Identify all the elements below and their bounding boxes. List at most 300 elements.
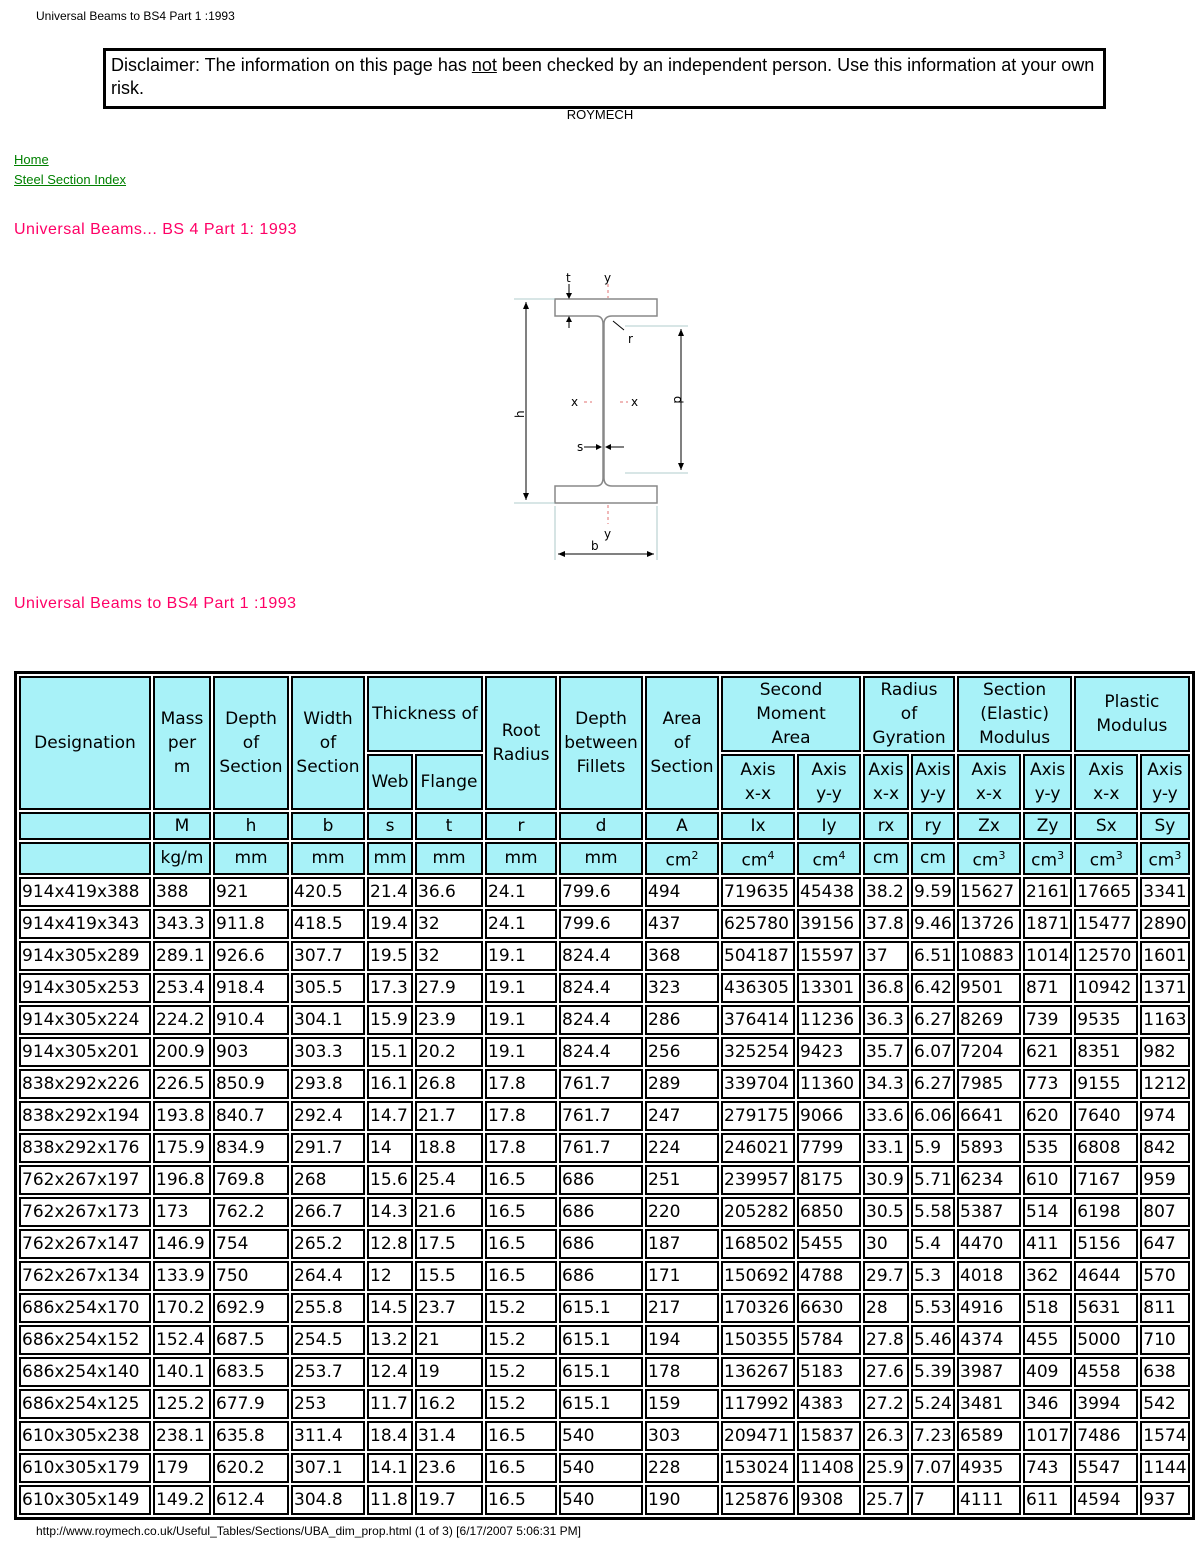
value-cell: 15597 bbox=[797, 941, 861, 971]
symbol-cell: ry bbox=[911, 812, 955, 840]
value-cell: 761.7 bbox=[559, 1133, 643, 1163]
designation-cell: 610x305x149 bbox=[19, 1485, 151, 1515]
value-cell: 3994 bbox=[1074, 1389, 1138, 1419]
value-cell: 303 bbox=[645, 1421, 719, 1451]
value-cell: 209471 bbox=[721, 1421, 795, 1451]
value-cell: 6.27 bbox=[911, 1005, 955, 1035]
symbol-cell: A bbox=[645, 812, 719, 840]
value-cell: 21.7 bbox=[415, 1101, 483, 1131]
symbol-cell: t bbox=[415, 812, 483, 840]
value-cell: 3481 bbox=[957, 1389, 1021, 1419]
header-sy-axis: Axis y-y bbox=[1140, 754, 1189, 810]
value-cell: 305.5 bbox=[291, 973, 365, 1003]
value-cell: 5.71 bbox=[911, 1165, 955, 1195]
value-cell: 9066 bbox=[797, 1101, 861, 1131]
designation-cell: 914x419x343 bbox=[19, 909, 151, 939]
designation-cell: 686x254x152 bbox=[19, 1325, 151, 1355]
designation-cell: 610x305x238 bbox=[19, 1421, 151, 1451]
value-cell: 15.2 bbox=[485, 1293, 557, 1323]
value-cell: 411 bbox=[1023, 1229, 1072, 1259]
value-cell: 910.4 bbox=[213, 1005, 289, 1035]
value-cell: 750 bbox=[213, 1261, 289, 1291]
value-cell: 15.2 bbox=[485, 1389, 557, 1419]
value-cell: 3987 bbox=[957, 1357, 1021, 1387]
value-cell: 850.9 bbox=[213, 1069, 289, 1099]
value-cell: 16.5 bbox=[485, 1261, 557, 1291]
value-cell: 307.7 bbox=[291, 941, 365, 971]
value-cell: 1212 bbox=[1140, 1069, 1189, 1099]
value-cell: 811 bbox=[1140, 1293, 1189, 1323]
designation-cell: 914x419x388 bbox=[19, 877, 151, 907]
value-cell: 125.2 bbox=[153, 1389, 211, 1419]
value-cell: 683.5 bbox=[213, 1357, 289, 1387]
value-cell: 9501 bbox=[957, 973, 1021, 1003]
value-cell: 27.8 bbox=[863, 1325, 909, 1355]
value-cell: 7.23 bbox=[911, 1421, 955, 1451]
value-cell: 799.6 bbox=[559, 909, 643, 939]
value-cell: 11.8 bbox=[367, 1485, 413, 1515]
value-cell: 974 bbox=[1140, 1101, 1189, 1131]
value-cell: 937 bbox=[1140, 1485, 1189, 1515]
table-row bbox=[19, 1261, 1190, 1291]
value-cell: 647 bbox=[1140, 1229, 1189, 1259]
symbol-cell: Zx bbox=[957, 812, 1021, 840]
value-cell: 36.3 bbox=[863, 1005, 909, 1035]
value-cell: 635.8 bbox=[213, 1421, 289, 1451]
value-cell: 253.7 bbox=[291, 1357, 365, 1387]
value-cell: 35.7 bbox=[863, 1037, 909, 1067]
value-cell: 6.27 bbox=[911, 1069, 955, 1099]
value-cell: 247 bbox=[645, 1101, 719, 1131]
value-cell: 7799 bbox=[797, 1133, 861, 1163]
value-cell: 612.4 bbox=[213, 1485, 289, 1515]
header-zx-axis: Axis x-x bbox=[957, 754, 1021, 810]
value-cell: 921 bbox=[213, 877, 289, 907]
value-cell: 926.6 bbox=[213, 941, 289, 971]
value-cell: 304.1 bbox=[291, 1005, 365, 1035]
value-cell: 23.9 bbox=[415, 1005, 483, 1035]
value-cell: 17.8 bbox=[485, 1101, 557, 1131]
value-cell: 323 bbox=[645, 973, 719, 1003]
value-cell: 5.53 bbox=[911, 1293, 955, 1323]
value-cell: 16.5 bbox=[485, 1485, 557, 1515]
steel-section-index-link[interactable]: Steel Section Index bbox=[14, 172, 127, 187]
value-cell: 293.8 bbox=[291, 1069, 365, 1099]
value-cell: 304.8 bbox=[291, 1485, 365, 1515]
value-cell: 840.7 bbox=[213, 1101, 289, 1131]
value-cell: 455 bbox=[1023, 1325, 1072, 1355]
value-cell: 140.1 bbox=[153, 1357, 211, 1387]
table-row bbox=[19, 1037, 1190, 1067]
value-cell: 514 bbox=[1023, 1197, 1072, 1227]
value-cell: 159 bbox=[645, 1389, 719, 1419]
value-cell: 16.5 bbox=[485, 1165, 557, 1195]
value-cell: 437 bbox=[645, 909, 719, 939]
header-sx-axis: Axis x-x bbox=[1074, 754, 1138, 810]
value-cell: 7204 bbox=[957, 1037, 1021, 1067]
value-cell: 268 bbox=[291, 1165, 365, 1195]
value-cell: 289 bbox=[645, 1069, 719, 1099]
value-cell: 16.5 bbox=[485, 1453, 557, 1483]
value-cell: 266.7 bbox=[291, 1197, 365, 1227]
value-cell: 15837 bbox=[797, 1421, 861, 1451]
value-cell: 5893 bbox=[957, 1133, 1021, 1163]
home-link[interactable]: Home bbox=[14, 152, 49, 167]
value-cell: 15.5 bbox=[415, 1261, 483, 1291]
value-cell: 146.9 bbox=[153, 1229, 211, 1259]
i-beam-diagram bbox=[500, 262, 700, 562]
value-cell: 807 bbox=[1140, 1197, 1189, 1227]
header-zy-axis: Axis y-y bbox=[1023, 754, 1072, 810]
value-cell: 14.1 bbox=[367, 1453, 413, 1483]
value-cell: 31.4 bbox=[415, 1421, 483, 1451]
table-row bbox=[19, 1133, 1190, 1163]
value-cell: 4111 bbox=[957, 1485, 1021, 1515]
value-cell: 25.4 bbox=[415, 1165, 483, 1195]
value-cell: 125876 bbox=[721, 1485, 795, 1515]
value-cell: 1144 bbox=[1140, 1453, 1189, 1483]
symbol-cell: Ix bbox=[721, 812, 795, 840]
header-width: Width of Section bbox=[291, 676, 365, 810]
value-cell: 5.9 bbox=[911, 1133, 955, 1163]
header-root-radius: Root Radius bbox=[485, 676, 557, 810]
unit-cell: $cm^4$ bbox=[721, 842, 795, 875]
value-cell: 6850 bbox=[797, 1197, 861, 1227]
value-cell: 1601 bbox=[1140, 941, 1189, 971]
value-cell: 409 bbox=[1023, 1357, 1072, 1387]
value-cell: 2161 bbox=[1023, 877, 1072, 907]
beam-rows bbox=[19, 877, 1190, 1515]
value-cell: 842 bbox=[1140, 1133, 1189, 1163]
value-cell: 686 bbox=[559, 1229, 643, 1259]
value-cell: 687.5 bbox=[213, 1325, 289, 1355]
value-cell: 12570 bbox=[1074, 941, 1138, 971]
designation-cell: 686x254x170 bbox=[19, 1293, 151, 1323]
value-cell: 761.7 bbox=[559, 1101, 643, 1131]
value-cell: 10883 bbox=[957, 941, 1021, 971]
value-cell: 11236 bbox=[797, 1005, 861, 1035]
value-cell: 339704 bbox=[721, 1069, 795, 1099]
symbol-cell: Zy bbox=[1023, 812, 1072, 840]
value-cell: 982 bbox=[1140, 1037, 1189, 1067]
value-cell: 686 bbox=[559, 1261, 643, 1291]
value-cell: 9155 bbox=[1074, 1069, 1138, 1099]
value-cell: 436305 bbox=[721, 973, 795, 1003]
value-cell: 10942 bbox=[1074, 973, 1138, 1003]
value-cell: 153024 bbox=[721, 1453, 795, 1483]
value-cell: 14.3 bbox=[367, 1197, 413, 1227]
value-cell: 9308 bbox=[797, 1485, 861, 1515]
table-row bbox=[19, 1005, 1190, 1035]
value-cell: 171 bbox=[645, 1261, 719, 1291]
value-cell: 368 bbox=[645, 941, 719, 971]
value-cell: 178 bbox=[645, 1357, 719, 1387]
value-cell: 265.2 bbox=[291, 1229, 365, 1259]
value-cell: 15.6 bbox=[367, 1165, 413, 1195]
value-cell: 1014 bbox=[1023, 941, 1072, 971]
value-cell: 1574 bbox=[1140, 1421, 1189, 1451]
value-cell: 21 bbox=[415, 1325, 483, 1355]
value-cell: 27.6 bbox=[863, 1357, 909, 1387]
value-cell: 719635 bbox=[721, 877, 795, 907]
value-cell: 38.2 bbox=[863, 877, 909, 907]
disclaimer-text-1: Disclaimer: The information on this page has bbox=[111, 55, 472, 75]
value-cell: 692.9 bbox=[213, 1293, 289, 1323]
table-row bbox=[19, 1421, 1190, 1451]
value-cell: 6.42 bbox=[911, 973, 955, 1003]
value-cell: 34.3 bbox=[863, 1069, 909, 1099]
value-cell: 173 bbox=[153, 1197, 211, 1227]
symbol-cell: b bbox=[291, 812, 365, 840]
value-cell: 200.9 bbox=[153, 1037, 211, 1067]
value-cell: 5156 bbox=[1074, 1229, 1138, 1259]
value-cell: 6.51 bbox=[911, 941, 955, 971]
value-cell: 15.9 bbox=[367, 1005, 413, 1035]
label-r: r bbox=[628, 332, 633, 346]
value-cell: 824.4 bbox=[559, 1005, 643, 1035]
value-cell: 264.4 bbox=[291, 1261, 365, 1291]
designation-cell: 838x292x194 bbox=[19, 1101, 151, 1131]
value-cell: 615.1 bbox=[559, 1389, 643, 1419]
value-cell: 19.1 bbox=[485, 1005, 557, 1035]
value-cell: 420.5 bbox=[291, 877, 365, 907]
value-cell: 540 bbox=[559, 1453, 643, 1483]
value-cell: 8175 bbox=[797, 1165, 861, 1195]
value-cell: 7985 bbox=[957, 1069, 1021, 1099]
designation-cell: 838x292x226 bbox=[19, 1069, 151, 1099]
table-continuation-edge bbox=[14, 1466, 17, 1492]
value-cell: 239957 bbox=[721, 1165, 795, 1195]
value-cell: 21.4 bbox=[367, 877, 413, 907]
symbol-cell: Sy bbox=[1140, 812, 1189, 840]
designation-cell: 686x254x140 bbox=[19, 1357, 151, 1387]
value-cell: 311.4 bbox=[291, 1421, 365, 1451]
value-cell: 14 bbox=[367, 1133, 413, 1163]
unit-cell: $cm^2$ bbox=[645, 842, 719, 875]
unit-cell: $cm^4$ bbox=[797, 842, 861, 875]
unit-cell-blank bbox=[19, 842, 151, 875]
value-cell: 620 bbox=[1023, 1101, 1072, 1131]
value-cell: 133.9 bbox=[153, 1261, 211, 1291]
symbol-cell-blank bbox=[19, 812, 151, 840]
value-cell: 18.8 bbox=[415, 1133, 483, 1163]
value-cell: 9535 bbox=[1074, 1005, 1138, 1035]
table-row bbox=[19, 1453, 1190, 1483]
value-cell: 11360 bbox=[797, 1069, 861, 1099]
value-cell: 799.6 bbox=[559, 877, 643, 907]
value-cell: 196.8 bbox=[153, 1165, 211, 1195]
table-row bbox=[19, 1293, 1190, 1323]
unit-cell: mm bbox=[367, 842, 413, 875]
value-cell: 36.6 bbox=[415, 877, 483, 907]
value-cell: 773 bbox=[1023, 1069, 1072, 1099]
label-y-top: y bbox=[604, 271, 612, 285]
value-cell: 1371 bbox=[1140, 973, 1189, 1003]
value-cell: 25.9 bbox=[863, 1453, 909, 1483]
value-cell: 292.4 bbox=[291, 1101, 365, 1131]
value-cell: 17.8 bbox=[485, 1069, 557, 1099]
value-cell: 19.1 bbox=[485, 1037, 557, 1067]
value-cell: 570 bbox=[1140, 1261, 1189, 1291]
value-cell: 1017 bbox=[1023, 1421, 1072, 1451]
value-cell: 418.5 bbox=[291, 909, 365, 939]
value-cell: 5.24 bbox=[911, 1389, 955, 1419]
value-cell: 27.2 bbox=[863, 1389, 909, 1419]
value-cell: 325254 bbox=[721, 1037, 795, 1067]
header-iy-axis: Axis y-y bbox=[797, 754, 861, 810]
value-cell: 6.07 bbox=[911, 1037, 955, 1067]
value-cell: 17.3 bbox=[367, 973, 413, 1003]
value-cell: 834.9 bbox=[213, 1133, 289, 1163]
label-t: t bbox=[566, 271, 571, 285]
value-cell: 769.8 bbox=[213, 1165, 289, 1195]
unit-cell: mm bbox=[291, 842, 365, 875]
value-cell: 251 bbox=[645, 1165, 719, 1195]
header-ix-axis: Axis x-x bbox=[721, 754, 795, 810]
designation-cell: 762x267x134 bbox=[19, 1261, 151, 1291]
designation-cell: 838x292x176 bbox=[19, 1133, 151, 1163]
value-cell: 12.4 bbox=[367, 1357, 413, 1387]
value-cell: 1871 bbox=[1023, 909, 1072, 939]
value-cell: 4558 bbox=[1074, 1357, 1138, 1387]
value-cell: 6808 bbox=[1074, 1133, 1138, 1163]
value-cell: 610 bbox=[1023, 1165, 1072, 1195]
designation-cell: 914x305x224 bbox=[19, 1005, 151, 1035]
value-cell: 540 bbox=[559, 1485, 643, 1515]
value-cell: 5.4 bbox=[911, 1229, 955, 1259]
value-cell: 5.46 bbox=[911, 1325, 955, 1355]
unit-cell: mm bbox=[485, 842, 557, 875]
symbol-cell: d bbox=[559, 812, 643, 840]
value-cell: 16.5 bbox=[485, 1229, 557, 1259]
value-cell: 11.7 bbox=[367, 1389, 413, 1419]
designation-cell: 686x254x125 bbox=[19, 1389, 151, 1419]
header-web: Web bbox=[367, 754, 413, 810]
value-cell: 518 bbox=[1023, 1293, 1072, 1323]
value-cell: 224 bbox=[645, 1133, 719, 1163]
value-cell: 15.2 bbox=[485, 1325, 557, 1355]
value-cell: 36.8 bbox=[863, 973, 909, 1003]
value-cell: 15.2 bbox=[485, 1357, 557, 1387]
value-cell: 871 bbox=[1023, 973, 1072, 1003]
value-cell: 286 bbox=[645, 1005, 719, 1035]
table-row bbox=[19, 1069, 1190, 1099]
label-x-right: x bbox=[631, 395, 639, 409]
header-rx-axis: Axis x-x bbox=[863, 754, 909, 810]
value-cell: 32 bbox=[415, 941, 483, 971]
value-cell: 824.4 bbox=[559, 1037, 643, 1067]
label-x-left: x bbox=[571, 395, 579, 409]
header-elastic-modulus: Section (Elastic) Modulus bbox=[957, 676, 1072, 752]
value-cell: 824.4 bbox=[559, 941, 643, 971]
value-cell: 255.8 bbox=[291, 1293, 365, 1323]
unit-row bbox=[19, 842, 1190, 875]
value-cell: 30.9 bbox=[863, 1165, 909, 1195]
value-cell: 5455 bbox=[797, 1229, 861, 1259]
unit-cell: $cm^3$ bbox=[1074, 842, 1138, 875]
value-cell: 226.5 bbox=[153, 1069, 211, 1099]
value-cell: 677.9 bbox=[213, 1389, 289, 1419]
header-thickness: Thickness of bbox=[367, 676, 483, 752]
value-cell: 170326 bbox=[721, 1293, 795, 1323]
value-cell: 205282 bbox=[721, 1197, 795, 1227]
value-cell: 362 bbox=[1023, 1261, 1072, 1291]
value-cell: 26.8 bbox=[415, 1069, 483, 1099]
unit-cell: $cm^3$ bbox=[957, 842, 1021, 875]
value-cell: 903 bbox=[213, 1037, 289, 1067]
value-cell: 824.4 bbox=[559, 973, 643, 1003]
value-cell: 5631 bbox=[1074, 1293, 1138, 1323]
value-cell: 918.4 bbox=[213, 973, 289, 1003]
value-cell: 20.2 bbox=[415, 1037, 483, 1067]
value-cell: 9.46 bbox=[911, 909, 955, 939]
value-cell: 8351 bbox=[1074, 1037, 1138, 1067]
value-cell: 5.39 bbox=[911, 1357, 955, 1387]
value-cell: 4383 bbox=[797, 1389, 861, 1419]
value-cell: 28 bbox=[863, 1293, 909, 1323]
value-cell: 37 bbox=[863, 941, 909, 971]
value-cell: 23.6 bbox=[415, 1453, 483, 1483]
value-cell: 152.4 bbox=[153, 1325, 211, 1355]
value-cell: 9423 bbox=[797, 1037, 861, 1067]
value-cell: 187 bbox=[645, 1229, 719, 1259]
value-cell: 7486 bbox=[1074, 1421, 1138, 1451]
value-cell: 6.06 bbox=[911, 1101, 955, 1131]
value-cell: 611 bbox=[1023, 1485, 1072, 1515]
value-cell: 7167 bbox=[1074, 1165, 1138, 1195]
value-cell: 33.6 bbox=[863, 1101, 909, 1131]
value-cell: 17.5 bbox=[415, 1229, 483, 1259]
value-cell: 228 bbox=[645, 1453, 719, 1483]
value-cell: 149.2 bbox=[153, 1485, 211, 1515]
value-cell: 217 bbox=[645, 1293, 719, 1323]
value-cell: 15.1 bbox=[367, 1037, 413, 1067]
unit-cell: mm bbox=[415, 842, 483, 875]
value-cell: 7.07 bbox=[911, 1453, 955, 1483]
value-cell: 136267 bbox=[721, 1357, 795, 1387]
universal-beams-table bbox=[14, 671, 1195, 1520]
value-cell: 540 bbox=[559, 1421, 643, 1451]
designation-cell: 914x305x289 bbox=[19, 941, 151, 971]
value-cell: 7 bbox=[911, 1485, 955, 1515]
value-cell: 754 bbox=[213, 1229, 289, 1259]
label-s: s bbox=[577, 440, 584, 454]
header-area: Area of Section bbox=[645, 676, 719, 810]
value-cell: 30 bbox=[863, 1229, 909, 1259]
header-mass: Mass per m bbox=[153, 676, 211, 810]
value-cell: 12 bbox=[367, 1261, 413, 1291]
disclaimer-emphasis: not bbox=[471, 55, 497, 75]
value-cell: 39156 bbox=[797, 909, 861, 939]
value-cell: 686 bbox=[559, 1165, 643, 1195]
value-cell: 761.7 bbox=[559, 1069, 643, 1099]
table-row bbox=[19, 941, 1190, 971]
disclaimer-text-2: been checked by an independent person. Use this information at your own risk. bbox=[111, 55, 1095, 98]
value-cell: 15477 bbox=[1074, 909, 1138, 939]
value-cell: 1163 bbox=[1140, 1005, 1189, 1035]
value-cell: 45438 bbox=[797, 877, 861, 907]
table-title: Universal Beams to BS4 Part 1 :1993 bbox=[14, 595, 297, 612]
value-cell: 4644 bbox=[1074, 1261, 1138, 1291]
value-cell: 194 bbox=[645, 1325, 719, 1355]
value-cell: 17665 bbox=[1074, 877, 1138, 907]
designation-cell: 610x305x179 bbox=[19, 1453, 151, 1483]
header-flange: Flange bbox=[415, 754, 483, 810]
value-cell: 19.5 bbox=[367, 941, 413, 971]
table-row bbox=[19, 1229, 1190, 1259]
value-cell: 6630 bbox=[797, 1293, 861, 1323]
value-cell: 3341 bbox=[1140, 877, 1189, 907]
